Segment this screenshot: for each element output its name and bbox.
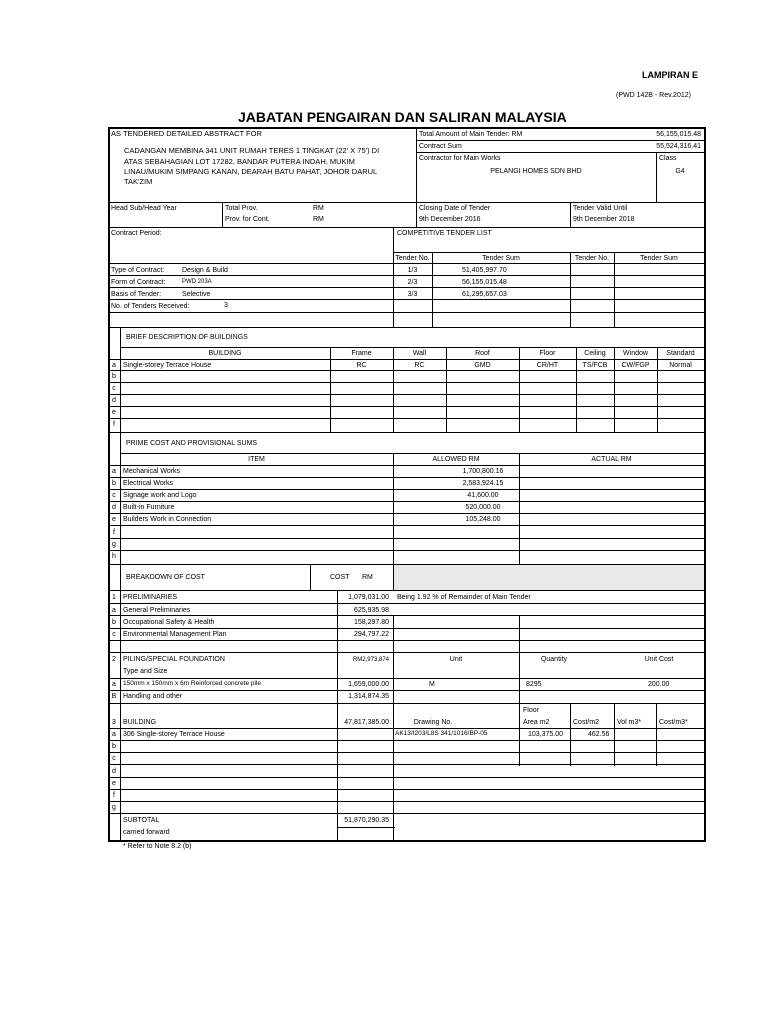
unit-cost-header: Unit Cost xyxy=(644,656,674,663)
floor-header: Floor xyxy=(539,350,556,357)
building-item-cost-m2: 462.56 xyxy=(588,731,610,738)
prelim-item-value: 294,797.22 xyxy=(353,631,389,638)
row-letter: e xyxy=(112,516,116,523)
row-letter: b xyxy=(112,373,116,380)
shaded-area xyxy=(394,565,704,590)
row-number: 3 xyxy=(112,719,116,726)
breakdown-title: BREAKDOWN OF COST xyxy=(126,574,205,581)
tender-no: 3/3 xyxy=(407,291,418,298)
tender-no-header: Tender No. xyxy=(395,255,430,262)
project-line-2: ATAS SEBAHAGIAN LOT 17282, BANDAR PUTERA INDAH, MUKIM xyxy=(124,157,355,166)
piling-item-value: 1,314,874.35 xyxy=(348,693,389,700)
tender-sum: 61,295,657.03 xyxy=(462,291,507,298)
unit-header: Unit xyxy=(449,656,463,663)
prime-item-name: Built-in Furniture xyxy=(123,504,175,511)
tenders-received-label: No. of Tenders Received: xyxy=(111,303,190,310)
abstract-label: AS TENDERED DETAILED ABSTRACT FOR xyxy=(111,129,262,138)
rm-label-2: RM xyxy=(313,216,324,223)
drawing-no-header: Drawing No. xyxy=(413,719,453,726)
contract-sum-value: 55,524,316.41 xyxy=(656,143,701,150)
building-window: CW/FGP xyxy=(621,362,650,369)
total-prov-label: Total Prov. xyxy=(225,205,258,212)
building-cost-label: BUILDING xyxy=(123,719,157,726)
tender-no: 2/3 xyxy=(407,279,418,286)
footnote: * Refer to Note 8.2 (b) xyxy=(123,843,192,850)
row-letter: a xyxy=(112,607,116,614)
prime-item-name: Builders Work in Connection xyxy=(123,516,212,523)
row-letter: B xyxy=(111,693,117,700)
class-label: Class xyxy=(659,155,677,162)
floor-area-header-2: Area m2 xyxy=(523,719,550,726)
row-letter: c xyxy=(112,755,116,762)
row-letter: b xyxy=(112,480,116,487)
cost-m3-header: Cost/m3* xyxy=(659,719,688,726)
row-letter: a xyxy=(112,681,116,688)
contractor-label: Contractor for Main Works xyxy=(419,155,501,162)
closing-date-label: Closing Date of Tender xyxy=(419,205,491,212)
prelim-item-name: Occupational Safety & Health xyxy=(123,619,215,626)
competitive-tender-label: COMPETITIVE TENDER LIST xyxy=(397,230,492,237)
row-number: 1 xyxy=(112,594,116,601)
prime-item-allowed: 2,583,924.15 xyxy=(462,480,504,487)
row-letter: a xyxy=(112,468,116,475)
building-roof: GMD xyxy=(474,362,491,369)
row-letter: a xyxy=(112,362,116,369)
row-letter: d xyxy=(112,504,116,511)
tenders-received-value: 3 xyxy=(224,302,228,309)
actual-header: ACTUAL RM xyxy=(591,456,632,463)
row-letter: h xyxy=(112,553,116,560)
total-amount-value: 56,155,015.48 xyxy=(656,131,701,138)
row-letter: c xyxy=(112,385,116,392)
cost-m2-header: Cost/m2 xyxy=(573,719,600,726)
project-line-4: TAK'ZIM xyxy=(124,177,153,186)
building-item-area: 103,375.00 xyxy=(528,731,564,738)
prelim-item-name: Environmental Management Plan xyxy=(123,631,227,638)
row-letter: f xyxy=(113,529,115,536)
piling-item-quantity: 8295 xyxy=(526,681,542,688)
roof-header: Roof xyxy=(475,350,490,357)
window-header: Window xyxy=(623,350,648,357)
contractor-name: PELANGI HOMES SDN BHD xyxy=(490,168,582,175)
carried-forward-label: carried forward xyxy=(123,829,170,836)
head-label: Head Sub/Head Year xyxy=(111,205,177,212)
row-number: 2 xyxy=(112,656,116,663)
quantity-header: Quantity xyxy=(540,656,568,663)
building-floor: CR/HT xyxy=(536,362,559,369)
prime-item-allowed: 41,600.00 xyxy=(467,492,499,499)
row-letter: d xyxy=(112,397,116,404)
subtotal-label: SUBTOTAL xyxy=(123,817,160,824)
prime-item-name: Mechanical Works xyxy=(123,468,181,475)
tender-sum: 56,155,015.48 xyxy=(462,279,507,286)
rm-label-1: RM xyxy=(313,205,324,212)
rm-header: RM xyxy=(362,574,373,581)
page-title: JABATAN PENGAIRAN DAN SALIRAN MALAYSIA xyxy=(238,109,567,125)
building-frame: RC xyxy=(356,362,367,369)
allowed-header: ALLOWED RM xyxy=(432,456,480,463)
prime-item-allowed: 1,700,800.16 xyxy=(462,468,504,475)
contract-form-value: PWD 203A xyxy=(182,279,212,285)
preliminaries-label: PRELIMINARIES xyxy=(123,594,178,601)
prime-item-allowed: 520,000.00 xyxy=(465,504,501,511)
piling-total: RM2,973,874 xyxy=(352,657,389,663)
tender-sum: 51,405,997.70 xyxy=(462,267,507,274)
contract-period-label: Contract Period: xyxy=(111,230,162,237)
row-letter: c xyxy=(112,631,116,638)
prelim-item-value: 158,297.80 xyxy=(353,619,389,626)
valid-until-label: Tender Valid Until xyxy=(573,205,628,212)
project-line-3: LINAU/MUKIM SIMPANG KANAN, DEARAH BATU PAHAT, JOHOR DARUL xyxy=(124,167,378,176)
standard-header: Standard xyxy=(666,350,695,357)
piling-type-size: Type and Size xyxy=(123,668,168,675)
row-letter: e xyxy=(112,780,116,787)
building-item-name: 306 Single-storey Terrace House xyxy=(123,731,225,738)
floor-area-header-1: Floor xyxy=(523,707,539,714)
building-header: BUILDING xyxy=(208,350,242,357)
contract-type-label: Type of Contract: xyxy=(111,267,165,274)
tender-sum-header-2: Tender Sum xyxy=(640,255,678,262)
prime-item-name: Signage work and Logo xyxy=(123,492,197,499)
building-name: Single-storey Terrace House xyxy=(123,362,212,369)
form-reference: (PWD 142B - Rev.2012) xyxy=(616,92,691,99)
piling-item-value: 1,659,000.00 xyxy=(348,681,389,688)
ceiling-header: Ceiling xyxy=(584,350,606,357)
row-letter: g xyxy=(112,804,116,811)
row-letter: d xyxy=(112,768,116,775)
preliminaries-value: 1,079,031.00 xyxy=(348,594,389,601)
item-header: ITEM xyxy=(248,456,265,463)
building-ceiling: TS/FCB xyxy=(582,362,608,369)
tender-no: 1/3 xyxy=(407,267,418,274)
wall-header: Wall xyxy=(412,350,427,357)
project-line-1: CADANGAN MEMBINA 341 UNIT RUMAH TERES 1 TINGKAT (22' X 75') DI xyxy=(124,146,380,155)
prov-cont-label: Prov. for Cont. xyxy=(225,216,270,223)
tender-basis-label: Basis of Tender: xyxy=(111,291,162,298)
contract-sum-label: Contract Sum xyxy=(419,143,462,150)
total-amount-label: Total Amount of Main Tender: RM xyxy=(419,131,523,138)
prelim-item-value: 625,935.98 xyxy=(353,607,389,614)
preliminaries-note: Being 1.92 % of Remainder of Main Tender xyxy=(397,594,531,601)
subtotal-value: 51,870,290.35 xyxy=(344,817,389,824)
cost-header: COST xyxy=(330,574,350,581)
row-letter: e xyxy=(112,409,116,416)
tender-basis-value: Selective xyxy=(182,291,211,298)
building-wall: RC xyxy=(414,362,425,369)
row-letter: g xyxy=(112,541,116,548)
prime-item-allowed: 105,248.00 xyxy=(465,516,501,523)
tender-no-header-2: Tender No. xyxy=(574,255,610,262)
contract-type-value: Design & Build xyxy=(182,267,228,274)
piling-item-unit: M xyxy=(429,681,435,688)
building-standard: Normal xyxy=(669,362,692,369)
row-letter: b xyxy=(112,743,116,750)
closing-date-value: 9th December 2016 xyxy=(419,216,481,223)
prime-cost-section-title: PRIME COST AND PROVISIONAL SUMS xyxy=(126,440,258,447)
row-letter: b xyxy=(112,619,116,626)
row-letter: f xyxy=(113,792,115,799)
lampiran-label: LAMPIRAN E xyxy=(642,70,698,80)
contract-form-label: Form of Contract: xyxy=(111,279,166,286)
piling-item-name: 150mm x 150mm x 6m Reinforced concrete pile xyxy=(123,680,262,687)
piling-item-unit-cost: 200.00 xyxy=(648,681,670,688)
class-value: G4 xyxy=(675,168,685,175)
vol-m3-header: Vol m3* xyxy=(617,719,642,726)
row-letter: f xyxy=(113,421,115,428)
building-item-drawing: AK13/I203/L8S 341/1016/BP-05 xyxy=(395,730,488,737)
row-letter: c xyxy=(112,492,116,499)
piling-item-name: Handling and other xyxy=(123,693,183,700)
valid-until-value: 9th December 2018 xyxy=(573,216,635,223)
tender-sum-header: Tender Sum xyxy=(482,255,520,262)
frame-header: Frame xyxy=(351,350,372,357)
row-letter: a xyxy=(112,731,116,738)
prime-item-name: Electrical Works xyxy=(123,480,174,487)
buildings-section-title: BRIEF DESCRIPTION OF BUILDINGS xyxy=(126,334,248,341)
piling-label: PILING/SPECIAL FOUNDATION xyxy=(123,656,225,663)
building-cost-value: 47,817,385.00 xyxy=(344,719,389,726)
prelim-item-name: General Preliminaries xyxy=(123,607,191,614)
